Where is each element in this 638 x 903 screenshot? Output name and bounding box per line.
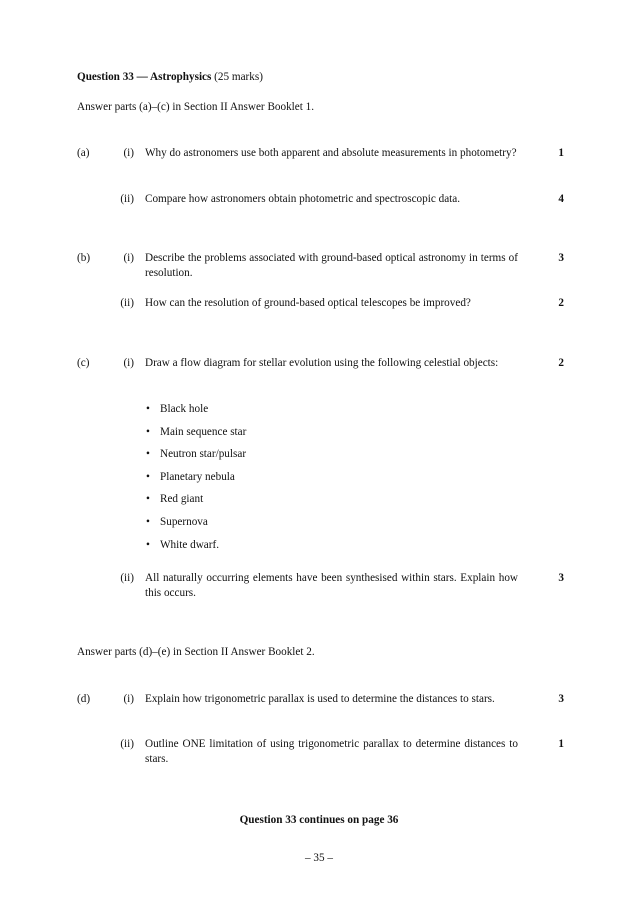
part-b-label: (b) xyxy=(77,252,91,264)
part-c-ii-text: All naturally occurring elements have been synthesised within stars. Explain how this occurs. xyxy=(145,572,518,599)
part-c-ii-marks: 3 xyxy=(558,572,564,584)
part-d-ii-label: (ii) xyxy=(120,738,134,750)
part-d-ii-text: Outline ONE limitation of using trigonometric parallax to determine distances to stars. xyxy=(145,738,518,765)
part-c-i-marks: 2 xyxy=(558,357,564,369)
part-b-i-label: (i) xyxy=(123,252,134,264)
part-a-i-label: (i) xyxy=(123,147,134,159)
instruction-booklet-2: Answer parts (d)–(e) in Section II Answer Booklet 2. xyxy=(77,646,315,658)
part-a-i-marks: 1 xyxy=(558,147,564,159)
question-total-marks: (25 marks) xyxy=(214,71,263,83)
part-a-ii-marks: 4 xyxy=(558,193,564,205)
part-c-label: (c) xyxy=(77,357,90,369)
instruction-booklet-1: Answer parts (a)–(c) in Section II Answer Booklet 1. xyxy=(77,101,315,113)
part-c-i-label: (i) xyxy=(123,357,134,369)
list-item: • Supernova xyxy=(146,515,208,528)
part-a-ii-text: Compare how astronomers obtain photometric and spectroscopic data. xyxy=(145,193,461,205)
part-b-ii-label: (ii) xyxy=(120,297,134,309)
part-c-i-text: Draw a flow diagram for stellar evolution using the following celestial objects: xyxy=(145,357,499,369)
part-a-i-text: Why do astronomers use both apparent and absolute measurements in photometry? xyxy=(145,147,517,159)
list-item: • Red giant xyxy=(146,493,204,506)
part-b-i-marks: 3 xyxy=(558,252,564,264)
list-item: • Main sequence star xyxy=(146,425,247,438)
part-c-ii-label: (ii) xyxy=(120,572,134,584)
list-item: • White dwarf. xyxy=(146,538,220,551)
part-d-i-label: (i) xyxy=(123,693,134,705)
part-d-ii-marks: 1 xyxy=(558,738,564,750)
part-b-ii-marks: 2 xyxy=(558,297,564,309)
list-item: • Planetary nebula xyxy=(146,470,235,483)
list-item: • Black hole xyxy=(146,403,209,415)
part-a-label: (a) xyxy=(77,147,90,159)
part-a-ii-label: (ii) xyxy=(120,193,134,205)
part-d-label: (d) xyxy=(77,693,91,705)
part-b-ii-text: How can the resolution of ground-based optical telescopes be improved? xyxy=(145,297,471,309)
page-number: – 35 – xyxy=(305,852,333,864)
continues-note: Question 33 continues on page 36 xyxy=(239,814,399,826)
question-title: Question 33 — Astrophysics xyxy=(77,71,212,83)
question-heading xyxy=(77,70,263,85)
part-d-i-text: Explain how trigonometric parallax is used to determine the distances to stars. xyxy=(145,693,495,705)
part-d-i-marks: 3 xyxy=(558,693,564,705)
list-item: • Neutron star/pulsar xyxy=(146,448,247,461)
part-b-i-text: Describe the problems associated with ground-based optical astronomy in terms of resolution. xyxy=(145,252,518,279)
stellar-objects-list xyxy=(146,402,246,560)
